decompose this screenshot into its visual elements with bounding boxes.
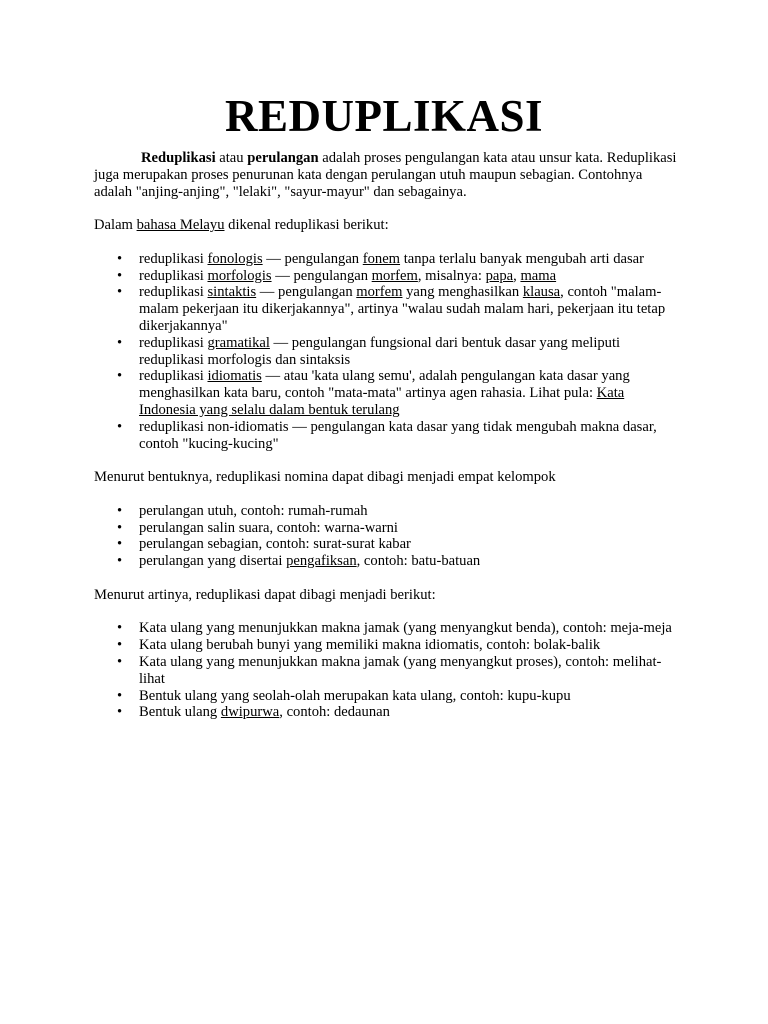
list-item: • Kata ulang yang menunjukkan makna jamak (yang menyangkut benda), contoh: meja-meja [139, 620, 684, 637]
item-text: reduplikasi [139, 250, 208, 267]
item-text: yang menghasilkan [402, 284, 523, 301]
link-dwipurwa[interactable]: dwipurwa [220, 704, 280, 721]
list-item [139, 284, 684, 334]
melayu-paragraph [94, 217, 684, 234]
link-gramatikal[interactable]: gramatikal [207, 334, 270, 351]
item-text: Bentuk ulang [139, 704, 221, 721]
list-item [139, 704, 684, 721]
item-text: — pengulangan [262, 250, 363, 267]
link-fonem[interactable]: fonem [362, 250, 401, 267]
list-item [139, 335, 684, 369]
term-perulangan: perulangan [247, 150, 319, 166]
item-text: — pengulangan [256, 284, 357, 301]
item-text: , contoh: batu-batuan [356, 553, 481, 570]
bentuk-paragraph: Menurut bentuknya, reduplikasi nomina dapat dibagi menjadi empat kelompok [94, 469, 556, 486]
list-item: • perulangan sebagian, contoh: surat-surat kabar [139, 536, 684, 553]
link-kata-indonesia-terulang[interactable]: Kata Indonesia yang selalu dalam bentuk terulang [139, 385, 625, 418]
link-mama[interactable]: mama [520, 267, 557, 284]
link-morfem-2[interactable]: morfem [356, 284, 403, 301]
list-item [139, 553, 684, 570]
list-item: • Kata ulang yang menunjukkan makna jamak (yang menyangkut proses), contoh: melihat-lihat [139, 654, 684, 688]
link-klausa[interactable]: klausa [522, 284, 561, 301]
link-papa[interactable]: papa [485, 267, 514, 284]
term-reduplikasi: Reduplikasi [141, 150, 216, 166]
list-item [139, 368, 684, 418]
list-item [139, 419, 684, 453]
list-item: • Kata ulang berubah bunyi yang memiliki makna idiomatis, contoh: bolak-balik [139, 637, 684, 654]
intro-paragraph [94, 150, 684, 200]
list-item: • perulangan salin suara, contoh: warna-warni [139, 520, 684, 537]
item-text: reduplikasi [139, 334, 208, 351]
list-item [139, 251, 684, 268]
link-morfologis[interactable]: morfologis [207, 267, 272, 284]
arti-paragraph: Menurut artinya, reduplikasi dapat dibagi menjadi berikut: [94, 586, 436, 603]
link-bahasa-melayu[interactable]: bahasa Melayu [136, 217, 225, 234]
link-idiomatis[interactable]: idiomatis [207, 368, 262, 385]
page-title: REDUPLIKASI [224, 91, 544, 141]
link-pengafiksan[interactable]: pengafiksan [286, 553, 357, 570]
item-text: reduplikasi [139, 267, 208, 284]
item-text: tanpa terlalu banyak mengubah arti dasar [400, 250, 644, 267]
item-text: perulangan yang disertai [139, 553, 287, 570]
reduplikasi-types-list [94, 251, 684, 453]
item-text: , misalnya: [417, 267, 486, 284]
item-text: , contoh "malam-malam pekerjaan itu dikerjakannya", artinya "walau sudah malam hari, pekerjaan itu tetap dikerjakannya" [139, 284, 666, 334]
intro-text-2: adalah proses pengulangan kata atau unsur kata. Reduplikasi juga merupakan proses penurunan kata dengan perulangan utuh maupun sebagian. Contohnya adalah "anjing-anjing", "lelaki", "sayur-mayur" dan sebagainya. [94, 150, 677, 200]
melayu-text-1: Dalam [94, 217, 137, 234]
link-sintaktis[interactable]: sintaktis [207, 284, 257, 301]
arti-list [94, 620, 684, 721]
item-text: reduplikasi [139, 284, 208, 301]
item-text: reduplikasi non-idiomatis — pengulangan kata dasar yang tidak mengubah makna dasar, contoh "kucing-kucing" [139, 418, 657, 452]
list-item: • perulangan utuh, contoh: rumah-rumah [139, 503, 684, 520]
bentuk-list [94, 503, 684, 570]
item-text: , [513, 267, 521, 284]
melayu-text-2: dikenal reduplikasi berikut: [224, 217, 389, 234]
item-text: reduplikasi [139, 368, 208, 385]
item-text: — pengulangan [271, 267, 372, 284]
document-body [94, 150, 684, 738]
link-fonologis[interactable]: fonologis [207, 250, 263, 267]
list-item: • Bentuk ulang yang seolah-olah merupakan kata ulang, contoh: kupu-kupu [139, 688, 684, 705]
item-text: , contoh: dedaunan [279, 704, 390, 721]
item-text: — atau 'kata ulang semu', adalah pengulangan kata dasar yang menghasilkan kata baru, contoh "mata-mata" artinya agen rahasia. Lihat pula: [139, 368, 630, 402]
link-morfem[interactable]: morfem [371, 267, 418, 284]
intro-text-1: atau [215, 150, 248, 166]
item-text: — pengulangan fungsional dari bentuk dasar yang meliputi reduplikasi morfologis dan sintaksis [139, 334, 621, 368]
list-item [139, 268, 684, 285]
